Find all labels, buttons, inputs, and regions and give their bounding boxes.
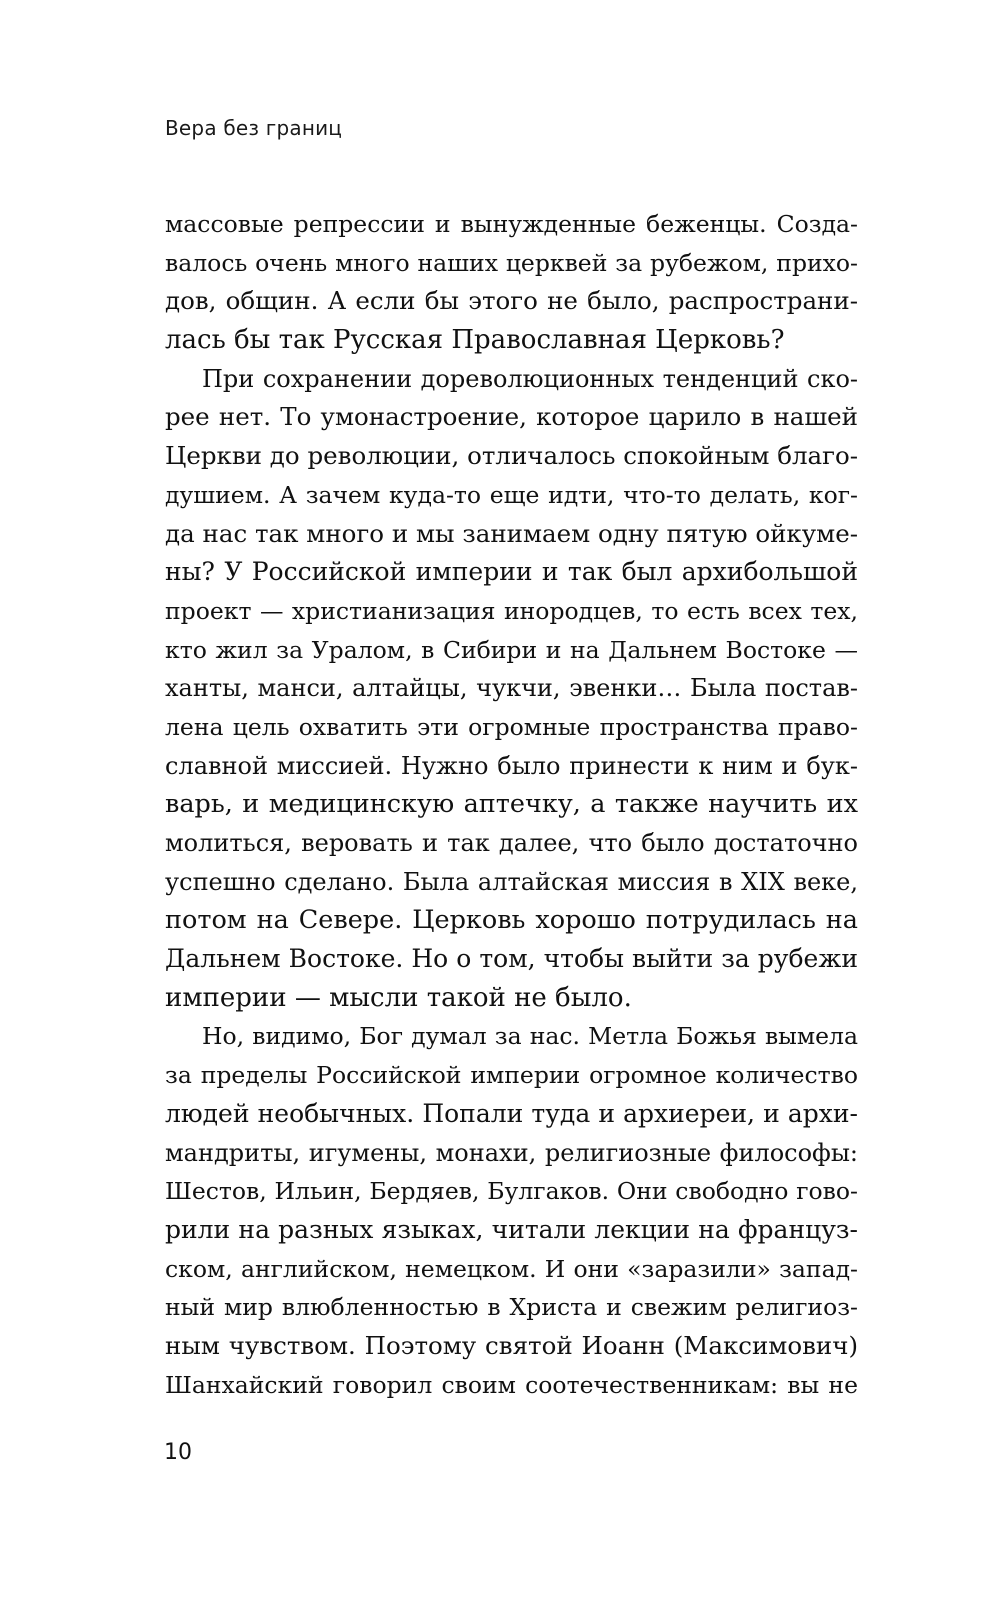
- text-line: душием. А зачем куда-то еще идти, что-то делать, ког-: [165, 480, 858, 509]
- text-line: Церкви до революции, отличалось спокойным благо-: [165, 441, 858, 471]
- text-line: мандриты, игумены, монахи, религиозные философы:: [165, 1138, 858, 1167]
- text-line: ным чувством. Поэтому святой Иоанн (Максимович): [165, 1330, 858, 1360]
- text-line: валось очень много наших церквей за рубежом, прихо-: [165, 248, 858, 277]
- text-line: за пределы Российской империи огромное количество: [165, 1061, 858, 1090]
- text-line: дов, общин. А если бы этого не было, распространи-: [165, 286, 858, 316]
- text-line: лена цель охватить эти огромные пространства право-: [165, 712, 858, 741]
- text-line: массовые репрессии и вынужденные беженцы. Созда-: [165, 210, 858, 238]
- text-line: ны? У Российской империи и так был архибольшой: [165, 557, 858, 587]
- text-line: проект — христианизация инородцев, то есть всех тех,: [165, 596, 858, 625]
- text-line: потом на Севере. Церковь хорошо потрудилась на: [165, 905, 858, 936]
- text-line: Шестов, Ильин, Бердяев, Булгаков. Они свободно гово-: [165, 1177, 858, 1206]
- running-title: Вера без границ: [165, 116, 343, 140]
- text-line: молиться, веровать и так далее, что было достаточно: [165, 829, 858, 857]
- text-line: Дальнем Востоке. Но о том, чтобы выйти за рубежи: [165, 944, 858, 974]
- text-line: рее нет. То умонастроение, которое царило в нашей: [165, 402, 858, 432]
- paragraph-first-line: При сохранении дореволюционных тенденций ско-: [202, 364, 858, 393]
- text-line: кто жил за Уралом, в Сибири и на Дальнем Востоке —: [165, 635, 858, 664]
- text-line: варь, и медицинскую аптечку, а также научить их: [165, 789, 858, 820]
- text-line: Шанхайский говорил своим соотечественникам: вы не: [165, 1370, 858, 1399]
- text-line: империи — мысли такой не было.: [165, 982, 632, 1013]
- page-number: 10: [164, 1440, 192, 1465]
- text-line: ханты, манси, алтайцы, чукчи, эвенки… Была постав-: [165, 674, 858, 703]
- text-line: рили на разных языках, читали лекции на француз-: [165, 1214, 858, 1244]
- text-line: славной миссией. Нужно было принести к ним и бук-: [165, 751, 858, 780]
- body-text: [165, 205, 858, 1404]
- text-line: да нас так много и мы занимаем одну пятую ойкуме-: [165, 518, 858, 548]
- text-line: лась бы так Русская Православная Церковь?: [165, 325, 785, 356]
- paragraph-first-line: Но, видимо, Бог думал за нас. Метла Божья вымела: [202, 1022, 858, 1051]
- text-line: людей необычных. Попали туда и архиереи, и архи-: [165, 1098, 858, 1128]
- text-line: успешно сделано. Была алтайская миссия в XIX веке,: [165, 867, 858, 896]
- text-line: ный мир влюбленностью в Христа и свежим религиоз-: [165, 1293, 858, 1322]
- text-line: ском, английском, немецком. И они «заразили» запад-: [165, 1254, 858, 1283]
